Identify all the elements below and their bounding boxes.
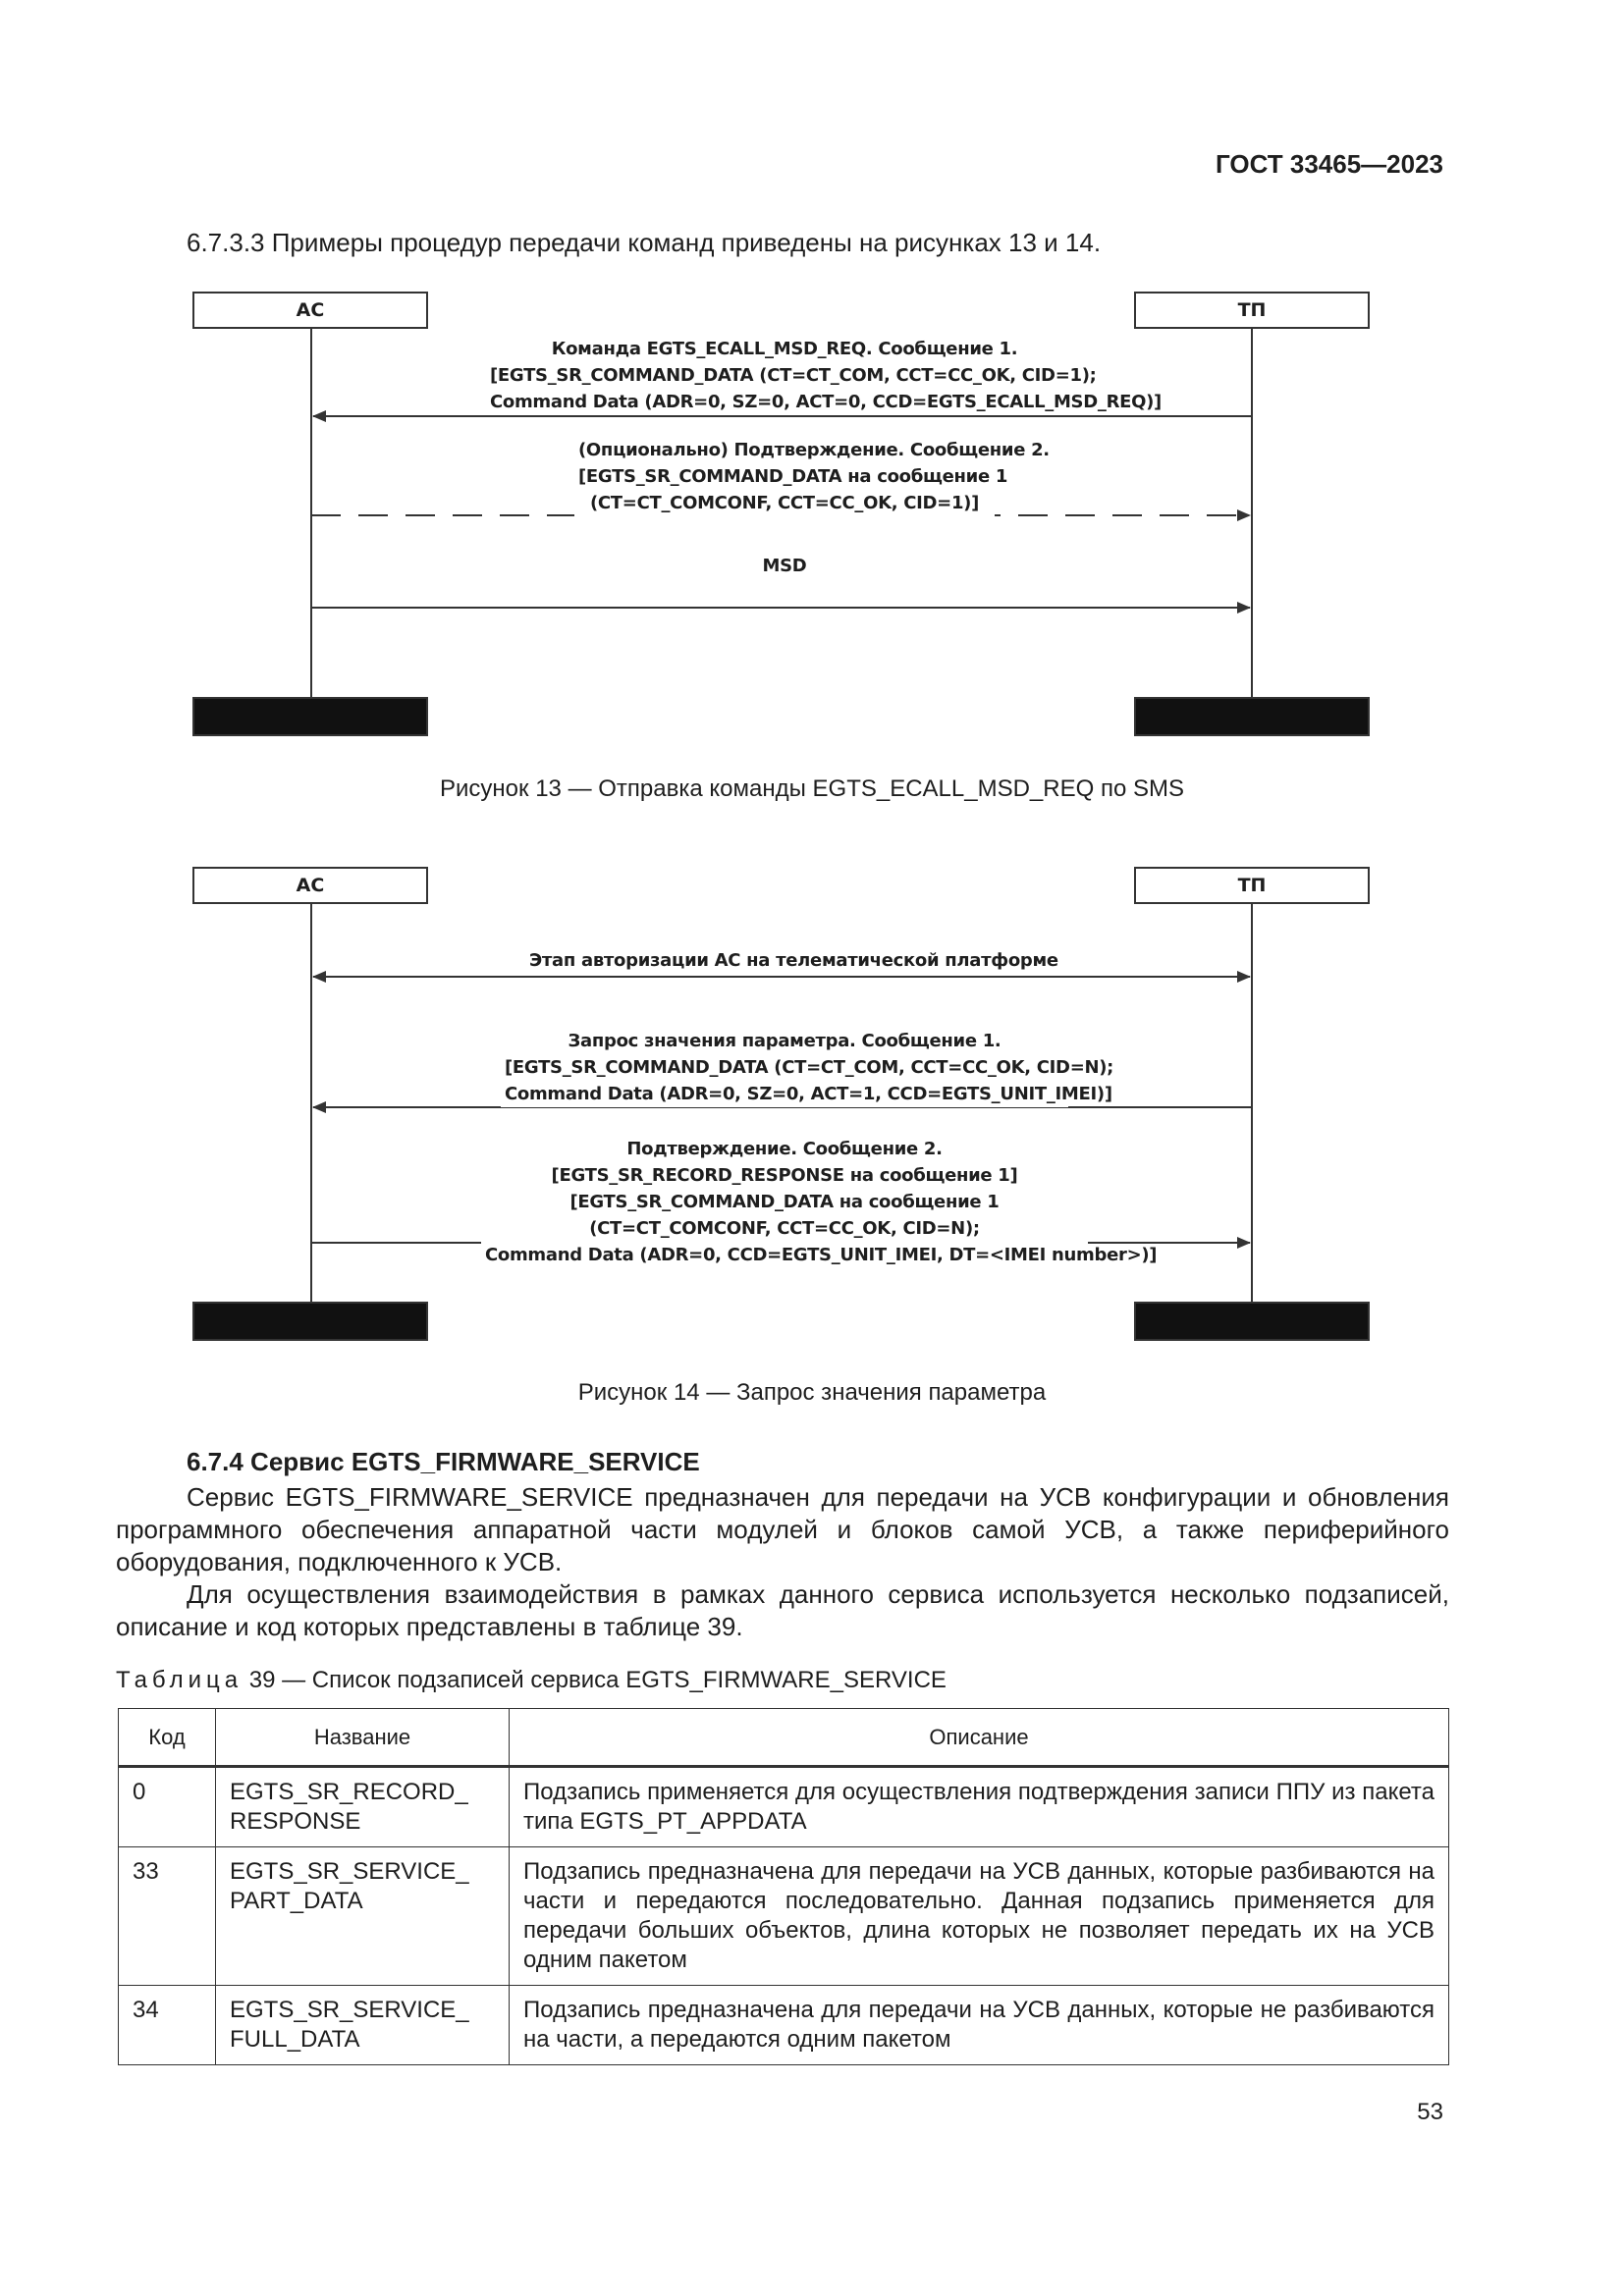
msg2-line2: [EGTS_SR_RECORD_RESPONSE на сообщение 1]: [551, 1165, 1018, 1186]
msg2-line1: (Опционально) Подтверждение. Сообщение 2.: [578, 440, 1050, 460]
subrecords-table: [118, 1708, 1449, 2065]
cell-name: EGTS_SR_RECORD_ RESPONSE: [216, 1767, 510, 1847]
cell-description: Подзапись применяется для осуществления подтверждения записи ППУ из пакета типа EGTS_PT_APPDATA: [510, 1767, 1449, 1847]
page-number: 53: [1417, 2099, 1443, 2125]
cell-description: Подзапись предназначена для передачи на УСВ данных, которые разбиваются на части и передаются последовательно. Данная подзапись применяется для передачи больших объектов, длина которых не позволяет передать их на УСВ одним пакетом: [510, 1847, 1449, 1986]
actor-box-ac: АС: [192, 292, 428, 329]
sequence-diagram-13: [187, 292, 1375, 743]
msg2-line4: (CT=CT_COMCONF, CCT=CC_OK, CID=N);: [589, 1218, 980, 1239]
table-caption-text: 39 — Список подзаписей сервиса EGTS_FIRMWARE_SERVICE: [243, 1667, 947, 1693]
cell-code: 33: [119, 1847, 216, 1986]
table-caption: [116, 1667, 947, 1694]
table-row: [119, 1767, 1449, 1847]
msg2-line1: Подтверждение. Сообщение 2.: [626, 1139, 943, 1159]
msg1-line1: Команда EGTS_ECALL_MSD_REQ. Сообщение 1.: [551, 339, 1018, 359]
table-header-row: [119, 1709, 1449, 1767]
end-bar-ac: [192, 697, 428, 736]
table-row: [119, 1847, 1449, 1986]
header-description: Описание: [510, 1709, 1449, 1767]
paragraph-1-text: Сервис EGTS_FIRMWARE_SERVICE предназначен для передачи на УСВ конфигурации и обновления программного обеспечения аппаратной части модулей и блоков самой УСВ, а также периферийного оборудования, подключенного к УСВ.: [116, 1482, 1449, 1576]
msg2-line5: Command Data (ADR=0, CCD=EGTS_UNIT_IMEI, DT=<IMEI number>)]: [485, 1245, 1158, 1265]
message-2-label: [481, 1136, 1158, 1268]
section-paragraph-1: [116, 1481, 1449, 1578]
message-1-label: [501, 1028, 1114, 1107]
figure-13-caption: Рисунок 13 — Отправка команды EGTS_ECALL_MSD_REQ по SMS: [440, 775, 1184, 802]
actor-box-ac: АС: [192, 867, 428, 904]
auth-stage-label: Этап авторизации АС на телематической платформе: [525, 947, 1044, 974]
header-code: Код: [119, 1709, 216, 1767]
table-caption-word: Таблица: [116, 1667, 244, 1693]
msg2-line2: [EGTS_SR_COMMAND_DATA на сообщение 1: [578, 466, 1008, 487]
actor-box-tp: ТП: [1134, 867, 1370, 904]
figure-14-caption: Рисунок 14 — Запрос значения параметра: [577, 1379, 1047, 1406]
document-id: ГОСТ 33465—2023: [1216, 149, 1443, 179]
msg1-line2: [EGTS_SR_COMMAND_DATA (CT=CT_COM, CCT=CC_OK, CID=1);: [490, 365, 1097, 386]
msg2-line3: (CT=CT_COMCONF, CCT=CC_OK, CID=1)]: [589, 493, 980, 513]
msg2-line3: [EGTS_SR_COMMAND_DATA на сообщение 1: [569, 1192, 1000, 1212]
table-row: [119, 1986, 1449, 2065]
cell-name: EGTS_SR_SERVICE_ FULL_DATA: [216, 1986, 510, 2065]
paragraph-2-text: Для осуществления взаимодействия в рамках данного сервиса используется несколько подзаписей, описание и код которых представлены в таблице 39.: [116, 1579, 1449, 1641]
message-3-label: MSD: [731, 553, 838, 579]
cell-code: 0: [119, 1767, 216, 1847]
cell-name: EGTS_SR_SERVICE_ PART_DATA: [216, 1847, 510, 1986]
msg1-line3: Command Data (ADR=0, SZ=0, ACT=0, CCD=EGTS_ECALL_MSD_REQ)]: [490, 392, 1162, 412]
msg1-line2: [EGTS_SR_COMMAND_DATA (CT=CT_COM, CCT=CC_OK, CID=N);: [505, 1057, 1114, 1078]
message-1-label: [486, 336, 1162, 415]
cell-description: Подзапись предназначена для передачи на УСВ данных, которые не разбиваются на части, а передаются одним пакетом: [510, 1986, 1449, 2065]
end-bar-ac: [192, 1302, 428, 1341]
end-bar-tp: [1134, 697, 1370, 736]
section-paragraph-2: [116, 1578, 1449, 1643]
intro-paragraph: 6.7.3.3 Примеры процедур передачи команд приведены на рисунках 13 и 14.: [187, 228, 1102, 257]
cell-code: 34: [119, 1986, 216, 2065]
message-2-label: [574, 437, 1050, 516]
sequence-diagram-14: [187, 867, 1375, 1348]
actor-box-tp: ТП: [1134, 292, 1370, 329]
msg1-line1: Запрос значения параметра. Сообщение 1.: [568, 1031, 1001, 1051]
msg1-line3: Command Data (ADR=0, SZ=0, ACT=1, CCD=EGTS_UNIT_IMEI)]: [505, 1084, 1112, 1104]
end-bar-tp: [1134, 1302, 1370, 1341]
diagram-14-lines: [187, 867, 1375, 1348]
section-title: 6.7.4 Сервис EGTS_FIRMWARE_SERVICE: [187, 1447, 700, 1476]
header-name: Название: [216, 1709, 510, 1767]
